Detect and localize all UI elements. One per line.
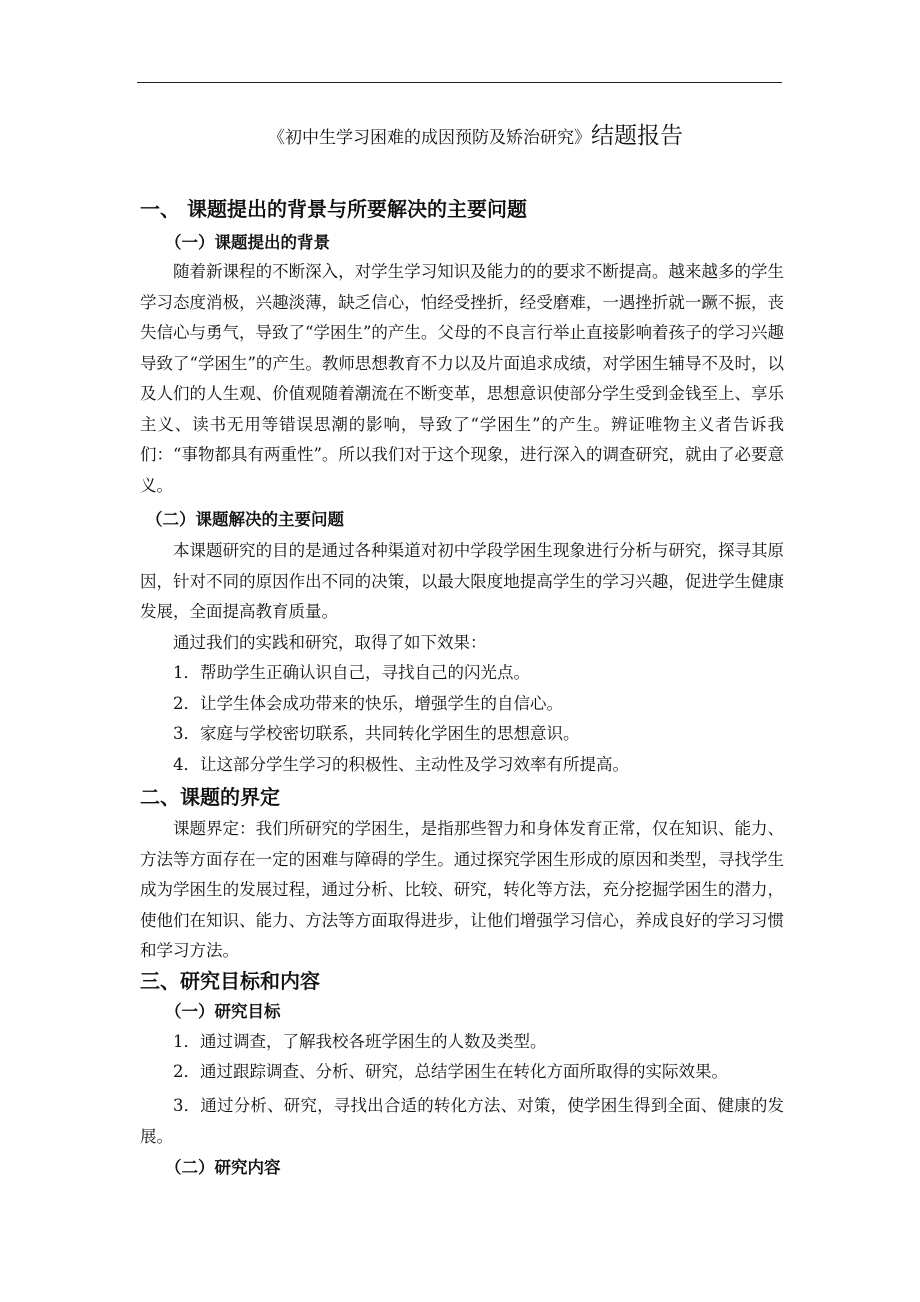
report-title xyxy=(268,121,800,153)
header-rule xyxy=(137,82,782,83)
report-title-topic: 《初中生学习困难的成因预防及矫治研究》 xyxy=(268,128,591,148)
results-intro: 通过我们的实践和研究，取得了如下效果： xyxy=(173,633,487,652)
goal-item-2: 2．通过跟踪调查、分析、研究，总结学困生在转化方面所取得的实际效果。 xyxy=(173,1062,728,1081)
section-1-sub-1-heading: （一）课题提出的背景 xyxy=(165,233,330,252)
report-title-type: 结题报告 xyxy=(591,123,683,149)
result-item-2: 2．让学生体会成功带来的快乐，增强学生的自信心。 xyxy=(173,694,563,713)
section-2-paragraph: 课题界定：我们所研究的学困生，是指那些智力和身体发育正常，仅在知识、能力、方法等方面存在一定的困难与障碍的学生。通过探究学困生形成的原因和类型，寻找学生成为学困生的发展过程，通过分析、比较、研究，转化等方法，充分挖掘学困生的潜力，使他们在知识、能力、方法等方面取得进步，让他们增强学习信心，养成良好的学习习惯和学习方法。 xyxy=(140,819,784,960)
result-item-4: 4．让这部分学生学习的积极性、主动性及学习效率有所提高。 xyxy=(173,755,629,774)
goal-item-3: 3．通过分析、研究，寻找出合适的转化方法、对策，使学困生得到全面、健康的发展。 xyxy=(140,1096,784,1146)
section-3-sub-1-heading: （一）研究目标 xyxy=(165,1002,281,1021)
section-3-sub-2-heading: （二）研究内容 xyxy=(165,1158,281,1177)
result-item-1: 1．帮助学生正确认识自己，寻找自己的闪光点。 xyxy=(173,663,530,682)
section-2-heading: 二、课题的界定 xyxy=(140,785,280,809)
section-1-sub-2-paragraph: 本课题研究的目的是通过各种渠道对初中学段学困生现象进行分析与研究，探寻其原因，针对不同的原因作出不同的决策，以最大限度地提高学生的学习兴趣，促进学生健康发展，全面提高教育质量。 xyxy=(140,541,784,621)
section-1-sub-1-paragraph: 随着新课程的不断深入，对学生学习知识及能力的的要求不断提高。越来越多的学生学习态度消极，兴趣淡薄，缺乏信心，怕经受挫折，经受磨难，一遇挫折就一蹶不振，丧失信心与勇气，导致了“学困生”的产生。父母的不良言行举止直接影响着孩子的学习兴趣导致了“学困生”的产生。教师思想教育不力以及片面追求成绩，对学困生辅导不及时，以及人们的人生观、价值观随着潮流在不断变革，思想意识使部分学生受到金钱至上、享乐主义、读书无用等错误思潮的影响，导致了“学困生”的产生。辨证唯物主义者告诉我们：“事物都具有两重性”。所以我们对于这个现象，进行深入的调查研究，就由了必要意义。 xyxy=(140,262,784,495)
section-1-sub-2-heading: （二）课题解决的主要问题 xyxy=(146,510,344,529)
result-item-3: 3．家庭与学校密切联系，共同转化学困生的思想意识。 xyxy=(173,724,580,743)
section-3-heading: 三、研究目标和内容 xyxy=(140,969,320,993)
section-1-heading: 一、 课题提出的背景与所要解决的主要问题 xyxy=(140,197,527,221)
goal-item-1: 1．通过调查，了解我校各班学困生的人数及类型。 xyxy=(173,1032,547,1051)
